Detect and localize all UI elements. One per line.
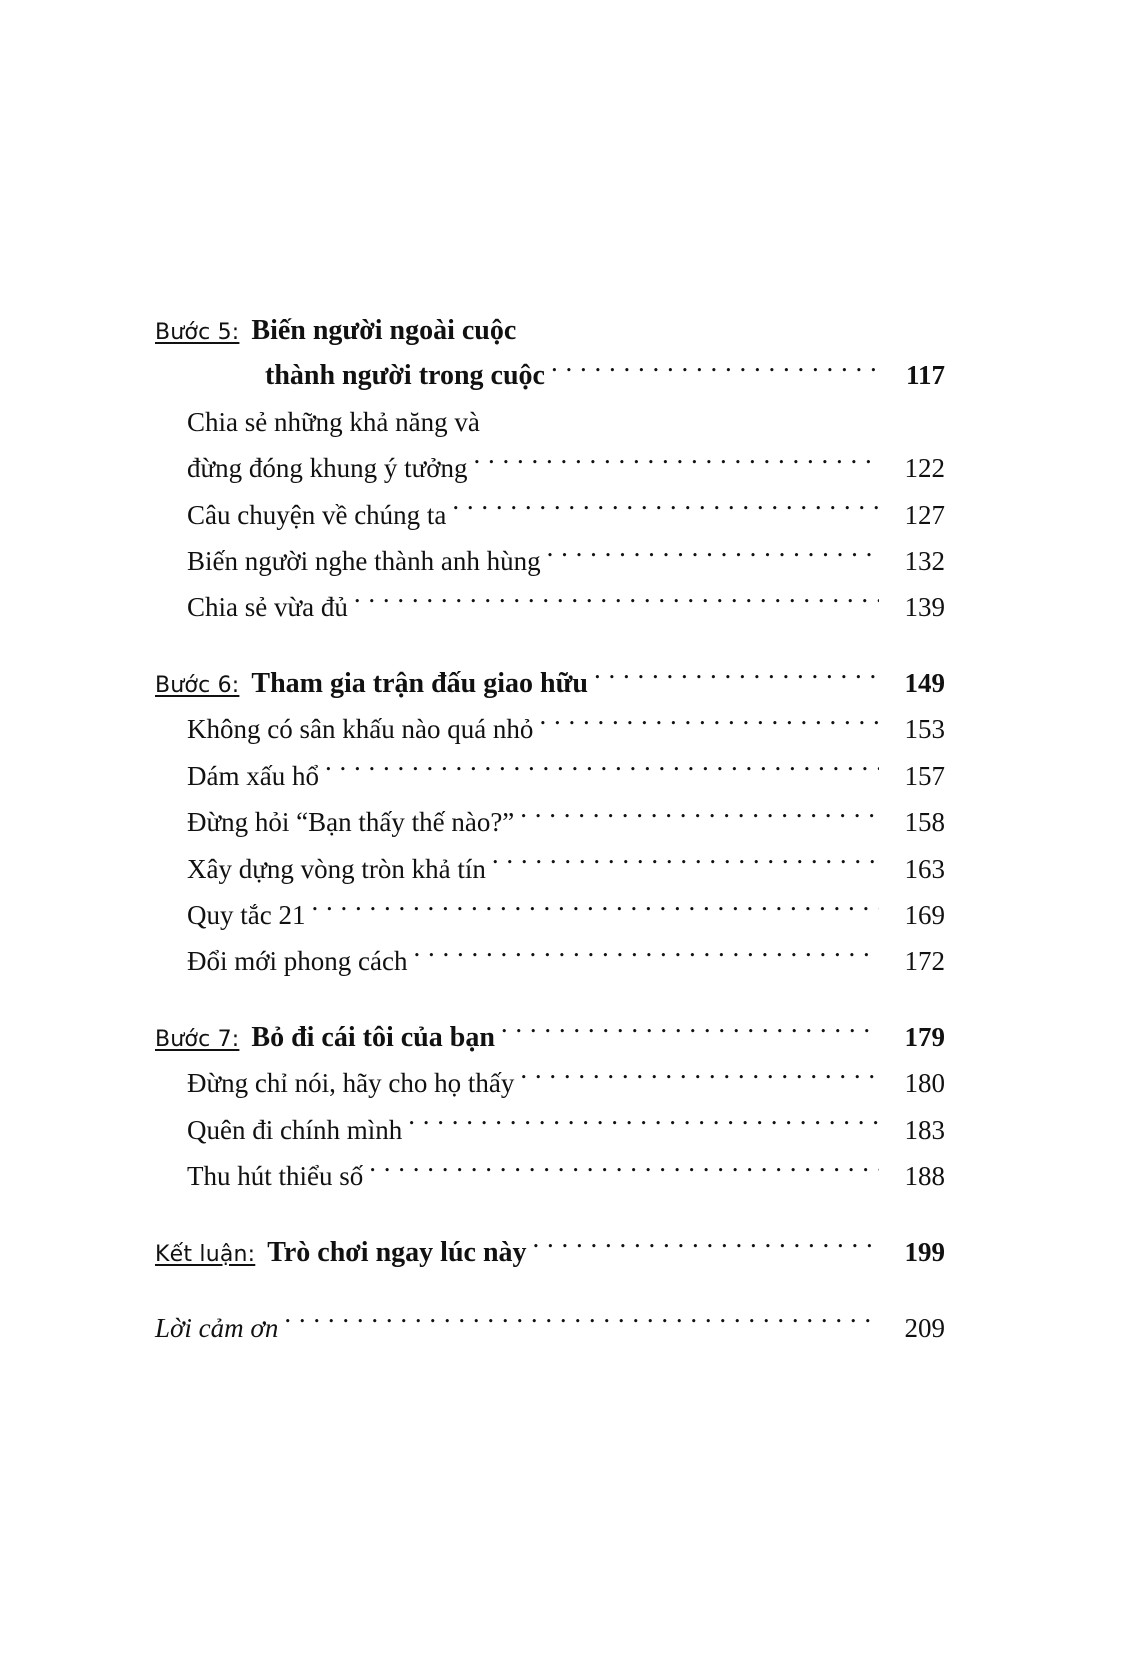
dot-leader	[492, 851, 879, 878]
dot-leader	[539, 711, 879, 738]
dot-leader	[284, 1310, 879, 1337]
dot-leader	[501, 1019, 879, 1046]
entry-label-line-1: Chia sẻ những khả năng và	[187, 406, 480, 437]
toc-back-matter	[155, 1305, 945, 1351]
entry-page-number: 180	[904, 1068, 945, 1099]
entry-page-number: 139	[904, 592, 945, 623]
dot-leader	[325, 758, 879, 785]
entry-label: Quy tắc 21	[187, 900, 306, 931]
chapter-step-label: Bước 7:	[155, 1026, 240, 1052]
entry-page-number: 209	[904, 1312, 945, 1343]
chapter-page-number: 117	[905, 360, 945, 391]
toc-chapter-heading[interactable]	[155, 1230, 945, 1275]
toc-entry[interactable]	[155, 1060, 945, 1106]
toc-entry[interactable]	[155, 399, 945, 445]
dot-leader	[311, 897, 879, 924]
entry-page-number: 153	[904, 714, 945, 745]
chapter-step-label: Bước 5:	[155, 320, 240, 345]
toc-entry[interactable]	[155, 846, 945, 892]
entry-page-number: 163	[904, 853, 945, 884]
entry-page-number: 169	[904, 900, 945, 931]
dot-leader	[369, 1158, 879, 1185]
dot-leader	[413, 943, 879, 970]
dot-leader	[551, 357, 879, 384]
entry-page-number: 122	[904, 453, 945, 484]
dot-leader	[547, 543, 879, 570]
chapter-step-label: Bước 6:	[155, 672, 240, 698]
chapter-step-label: Kết luận:	[155, 1241, 256, 1267]
chapter-page-number: 149	[904, 667, 945, 698]
toc-chapter-heading[interactable]	[155, 661, 945, 706]
chapter-page-number: 199	[904, 1236, 945, 1267]
entry-page-number: 158	[904, 807, 945, 838]
entry-label: Biến người nghe thành anh hùng	[187, 546, 541, 577]
table-of-contents	[155, 308, 945, 1351]
dot-leader	[474, 450, 879, 477]
toc-entry[interactable]	[155, 538, 945, 584]
toc-entry[interactable]	[155, 492, 945, 538]
dot-leader	[354, 589, 879, 616]
chapter-title: Tham gia trận đấu giao hữu	[251, 667, 588, 699]
dot-leader	[520, 1065, 879, 1092]
toc-entry[interactable]	[155, 1107, 945, 1153]
toc-entry[interactable]	[155, 938, 945, 984]
entry-label: Quên đi chính mình	[187, 1114, 403, 1145]
entry-page-number: 172	[904, 946, 945, 977]
entry-label: Dám xấu hổ	[187, 760, 319, 791]
entry-page-number: 183	[904, 1114, 945, 1145]
entry-label: Xây dựng vòng tròn khả tín	[187, 853, 486, 884]
chapter-title-line-1: Biến người ngoài cuộc	[251, 315, 517, 346]
entry-page-number: 157	[904, 760, 945, 791]
chapter-title-line-2: thành người trong cuộc	[265, 360, 545, 392]
dot-leader	[408, 1112, 879, 1139]
dot-leader	[594, 665, 879, 692]
chapter-page-number: 179	[904, 1021, 945, 1052]
toc-section-ket-luan	[155, 1230, 945, 1275]
entry-label: Đổi mới phong cách	[187, 946, 408, 977]
toc-chapter-heading-continued[interactable]	[155, 353, 945, 398]
entry-label: Không có sân khấu nào quá nhỏ	[187, 714, 534, 745]
toc-section-buoc-5	[155, 308, 945, 631]
dot-leader	[533, 1234, 879, 1261]
entry-page-number: 132	[904, 546, 945, 577]
chapter-title: Trò chơi ngay lúc này	[267, 1236, 527, 1268]
dot-leader	[452, 497, 879, 524]
toc-entry[interactable]	[155, 799, 945, 845]
toc-entry[interactable]	[155, 892, 945, 938]
toc-section-buoc-6	[155, 661, 945, 985]
entry-label: Đừng chỉ nói, hãy cho họ thấy	[187, 1068, 515, 1099]
entry-label: Thu hút thiểu số	[187, 1161, 364, 1192]
toc-section-buoc-7	[155, 1015, 945, 1200]
dot-leader	[520, 804, 879, 831]
chapter-title: Bỏ đi cái tôi của bạn	[251, 1021, 495, 1053]
entry-label: Đừng hỏi “Bạn thấy thế nào?”	[187, 807, 515, 838]
entry-label: Lời cảm ơn	[155, 1312, 279, 1343]
toc-entry[interactable]	[155, 1153, 945, 1199]
entry-label-line-2: đừng đóng khung ý tưởng	[187, 453, 468, 484]
toc-entry-acknowledgements[interactable]	[155, 1305, 945, 1351]
toc-chapter-heading[interactable]	[155, 308, 945, 353]
toc-entry[interactable]	[155, 753, 945, 799]
entry-page-number: 188	[904, 1161, 945, 1192]
toc-entry-continued[interactable]	[155, 445, 945, 491]
toc-chapter-heading[interactable]	[155, 1015, 945, 1060]
entry-page-number: 127	[904, 499, 945, 530]
toc-entry[interactable]	[155, 706, 945, 752]
entry-label: Câu chuyện về chúng ta	[187, 499, 447, 530]
toc-entry[interactable]	[155, 584, 945, 630]
entry-label: Chia sẻ vừa đủ	[187, 592, 348, 623]
